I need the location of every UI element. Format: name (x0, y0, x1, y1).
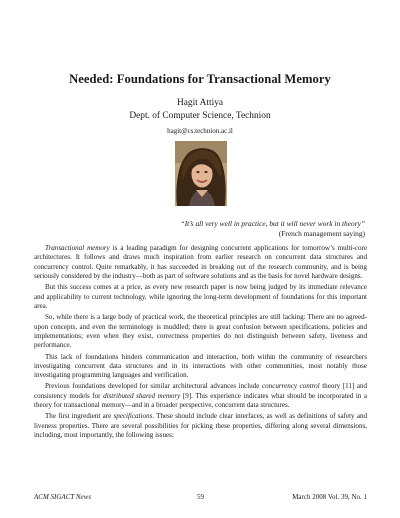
footer-venue: ACM SIGACT News (34, 493, 92, 501)
paragraph-text: . These should include clear interfaces, as well as definitions of safety and liveness properties. There are several possibilities for picking these properties, differing along several dimensions, including, most importantly, the following issues: (34, 412, 368, 440)
body-paragraph (34, 382, 367, 410)
paragraph-text: But this success comes at a price, as every new research paper is now being judged by its immediate relevance and applicability to current technology, while ignoring the long-term development of foundations for this important area. (34, 283, 367, 311)
emphasized-text: specifications (113, 412, 153, 421)
body-paragraph (34, 412, 367, 440)
footer-page-number: 59 (197, 493, 204, 501)
emphasized-text: concurrency control (262, 382, 320, 391)
paragraph-text: [9]. This experience indicates what should be incorporated in a theory for transactional memory—and in a broader perspective, concurrent data structures. (34, 391, 367, 410)
author-name: Hagit Attiya (176, 98, 224, 108)
body-paragraph (34, 353, 367, 381)
epigraph-source: (French management saying) (278, 228, 365, 238)
author-affiliation: Dept. of Computer Science, Technion (129, 110, 271, 121)
emphasized-text: distributed shared memory (103, 391, 181, 400)
paper-title: Needed: Foundations for Transactional Memory (69, 72, 331, 86)
paragraph-text: This lack of foundations hinders communication and interaction, both within the community of researchers investigating concurrent data structures and in its interactions with other communities, most notably those investigating programming languages and verification. (34, 352, 367, 380)
paragraph-text: So, while there is a large body of practical work, the theoretical principles are still lacking: There are no agreed-upon concepts, and even the terminology is muddled; there is great confusion between specifications, policies and implementations; even when they exist, correctness properties do not distinguish between safety, liveness and performance. (34, 313, 367, 350)
paragraph-text: theory [11] and consistency models for (34, 382, 367, 400)
paragraph-text: is a leading paradigm for designing concurrent applications for tomorrow’s multi-core architectures. It follows and draws much inspiration from earlier research on concurrent data structures and concurrency control. Quite remarkably, it has succeeded in breaking out of the research community, and is being seriously considered by the industry—both as part of software solutions and as the basis for novel hardware designs. (34, 244, 367, 281)
paragraph-text: Previous foundations developed for similar architectural advances include (45, 382, 263, 391)
footer-issue: March 2008 Vol. 39, No. 1 (292, 493, 367, 501)
epigraph-quote: “It’s all very well in practice, but it will never work in theory” (180, 219, 365, 228)
body-paragraph (34, 283, 367, 311)
epigraph (65, 219, 365, 238)
paragraph-text: The first ingredient are (45, 412, 114, 421)
body-paragraph (34, 244, 367, 282)
author-block (0, 97, 400, 122)
emphasized-text: Transactional memory (45, 244, 110, 252)
body-text (34, 244, 367, 442)
page-footer (34, 493, 367, 503)
author-email: hagit@cs.technion.ac.il (167, 127, 233, 135)
body-paragraph (34, 313, 367, 351)
author-photo (175, 141, 227, 206)
